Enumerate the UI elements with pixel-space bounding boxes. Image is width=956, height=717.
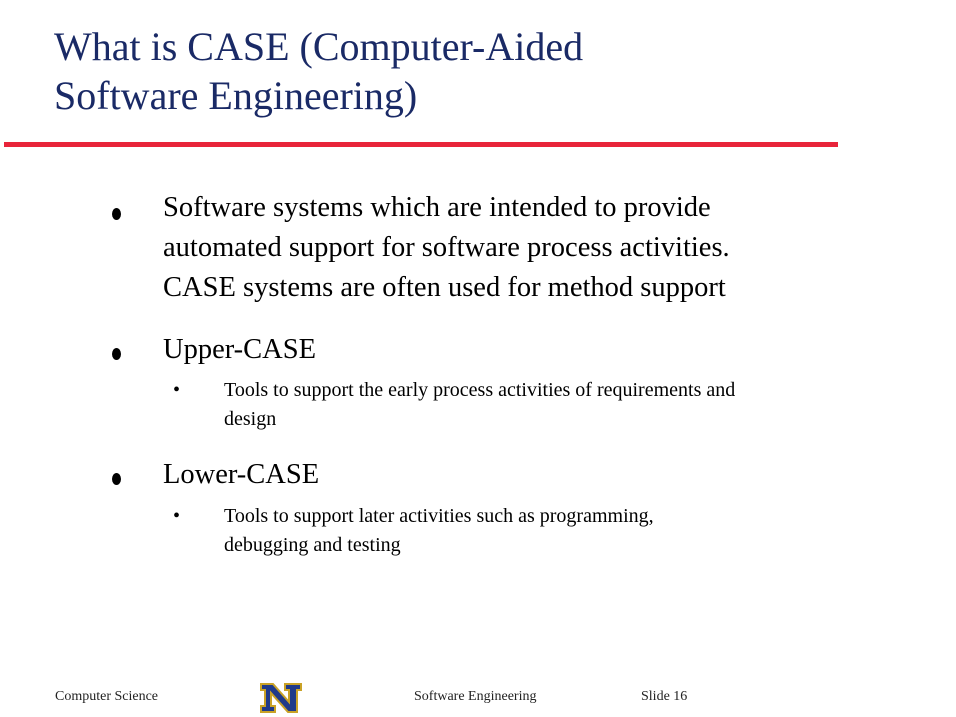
bullet-2-label: Upper-CASE bbox=[163, 334, 316, 365]
bullet-dot-icon bbox=[112, 208, 121, 220]
bullet-2-sub-line-2: design bbox=[224, 408, 277, 430]
bullet-2-sub-line-1: Tools to support the early process activities of requirements and bbox=[224, 379, 736, 401]
footer-course: Software Engineering bbox=[414, 689, 537, 704]
sub-bullet-icon: • bbox=[173, 379, 181, 401]
bullet-1-line-2: automated support for software process activities. bbox=[163, 232, 730, 263]
slide-title bbox=[54, 22, 854, 120]
title-underline-rule bbox=[4, 142, 838, 147]
footer-department: Computer Science bbox=[55, 689, 159, 704]
slide-title-line-1: What is CASE (Computer-Aided bbox=[54, 24, 584, 69]
bullet-3-label: Lower-CASE bbox=[163, 459, 320, 490]
block-letter-n-logo-icon bbox=[259, 682, 303, 714]
bullet-1-line-3: CASE systems are often used for method support bbox=[163, 272, 726, 303]
slide-title-line-2: Software Engineering) bbox=[54, 73, 418, 118]
bullet-1-line-1: Software systems which are intended to provide bbox=[163, 192, 711, 223]
sub-bullet-icon: • bbox=[173, 505, 181, 527]
bullet-3-sub-line-1: Tools to support later activities such as programming, bbox=[224, 505, 654, 527]
bullet-dot-icon bbox=[112, 473, 121, 485]
bullet-3-sub-line-2: debugging and testing bbox=[224, 534, 401, 556]
bullet-dot-icon bbox=[112, 348, 121, 360]
slide-number: Slide 16 bbox=[641, 689, 688, 704]
